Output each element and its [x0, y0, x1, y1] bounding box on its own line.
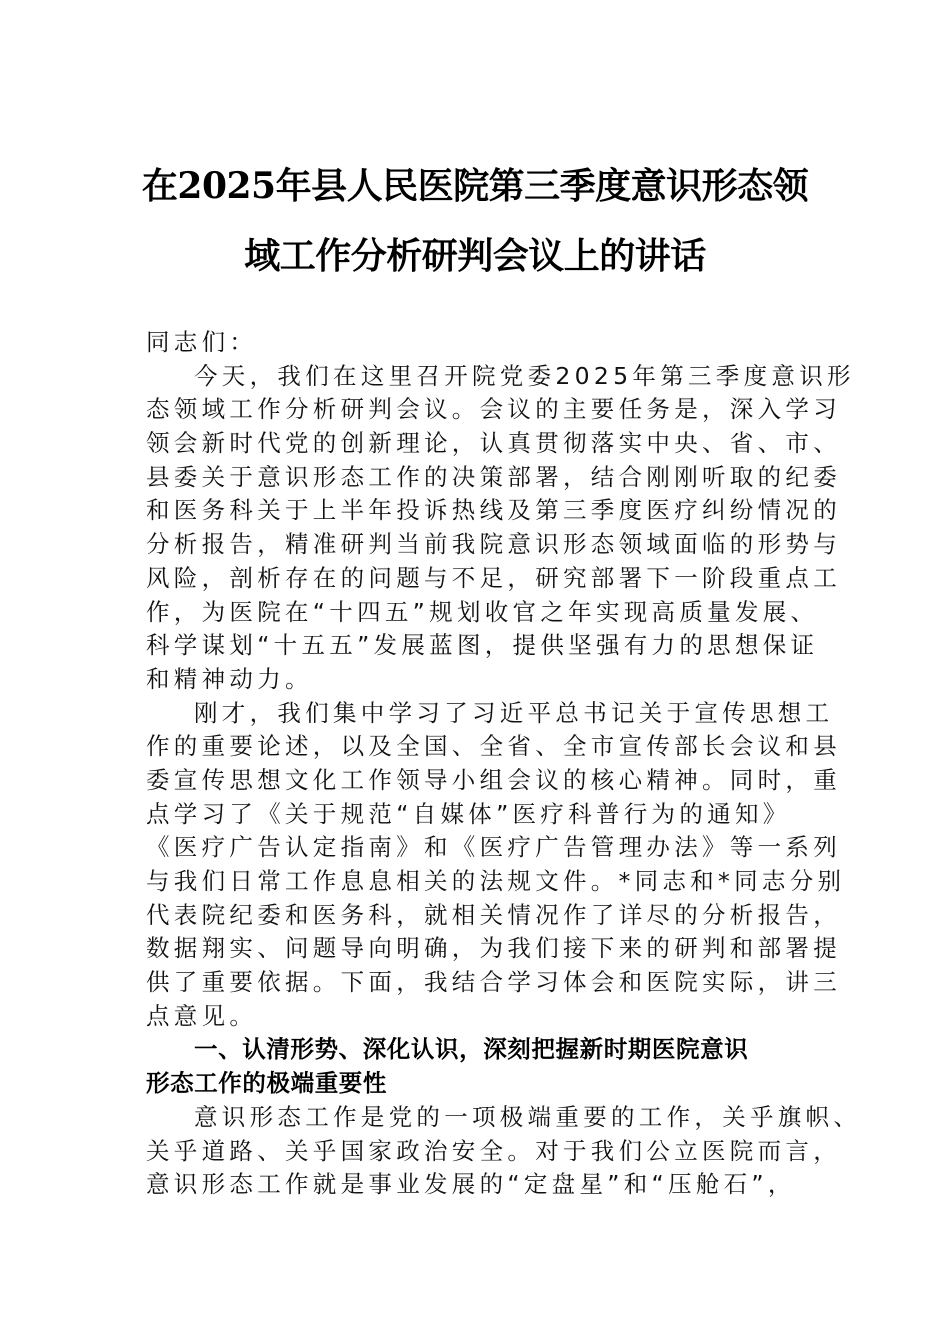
document-body [146, 326, 862, 1202]
paragraph-3-line-1: 意识形态工作是党的一项极端重要的工作，关乎旗帜、 [194, 1102, 862, 1131]
paragraph-1-line-4: 县委关于意识形态工作的决策部署，结合刚刚听取的纪委 [146, 462, 841, 491]
paragraph-1-line-6: 分析报告，精准研判当前我院意识形态领域面临的形势与 [146, 530, 841, 559]
section-heading-1-line-2: 形态工作的极端重要性 [146, 1069, 387, 1098]
paragraph-1-line-2: 态领域工作分析研判会议。会议的主要任务是，深入学习 [146, 395, 841, 424]
paragraph-2-line-5: 《医疗广告认定指南》和《医疗广告管理办法》等一系列 [146, 833, 841, 862]
paragraph-2-line-9: 供了重要依据。下面，我结合学习体会和医院实际，讲三 [146, 968, 841, 997]
paragraph-2-line-7: 代表院纪委和医务科，就相关情况作了详尽的分析报告， [146, 900, 841, 929]
paragraph-2-line-6: 与我们日常工作息息相关的法规文件。*同志和*同志分别 [146, 867, 846, 895]
paragraph-2-line-10: 点意见。 [146, 1001, 258, 1030]
paragraph-3-line-3: 意识形态工作就是事业发展的“定盘星”和“压舱石”， [146, 1170, 796, 1199]
paragraph-2-line-3: 委宣传思想文化工作领导小组会议的核心精神。同时，重 [146, 765, 841, 794]
paragraph-1-line-7: 风险，剖析存在的问题与不足，研究部署下一阶段重点工 [146, 563, 841, 592]
document-title-line-1: 在2025年县人民医院第三季度意识形态领 [141, 165, 809, 207]
salutation: 同志们： [146, 328, 258, 356]
paragraph-1-line-5: 和医务科关于上半年投诉热线及第三季度医疗纠纷情况的 [146, 496, 841, 525]
paragraph-2-line-8: 数据翔实、问题导向明确，为我们接下来的研判和部署提 [146, 934, 841, 963]
paragraph-1-line-1: 今天，我们在这里召开院党委2025年第三季度意识形 [194, 361, 855, 390]
document-title-line-2: 域工作分析研判会议上的讲话 [244, 235, 706, 277]
paragraph-1-line-3: 领会新时代党的创新理论，认真贯彻落实中央、省、市、 [146, 429, 841, 458]
paragraph-3-line-2: 关乎道路、关乎国家政治安全。对于我们公立医院而言， [146, 1136, 841, 1165]
paragraph-2-line-1: 刚才，我们集中学习了习近平总书记关于宣传思想工 [194, 698, 834, 727]
paragraph-1-line-8: 作，为医院在“十四五”规划收官之年实现高质量发展、 [146, 597, 819, 626]
section-heading-1-line-1: 一、认清形势、深化认识，深刻把握新时期医院意识 [194, 1035, 749, 1064]
paragraph-2-line-2: 作的重要论述，以及全国、全省、全市宣传部长会议和县 [146, 732, 841, 761]
paragraph-1-line-9: 科学谋划“十五五”发展蓝图，提供坚强有力的思想保证 [146, 631, 819, 660]
paragraph-2-line-4: 点学习了《关于规范“自媒体”医疗科普行为的通知》 [146, 799, 791, 828]
paragraph-1-line-10: 和精神动力。 [146, 664, 313, 693]
